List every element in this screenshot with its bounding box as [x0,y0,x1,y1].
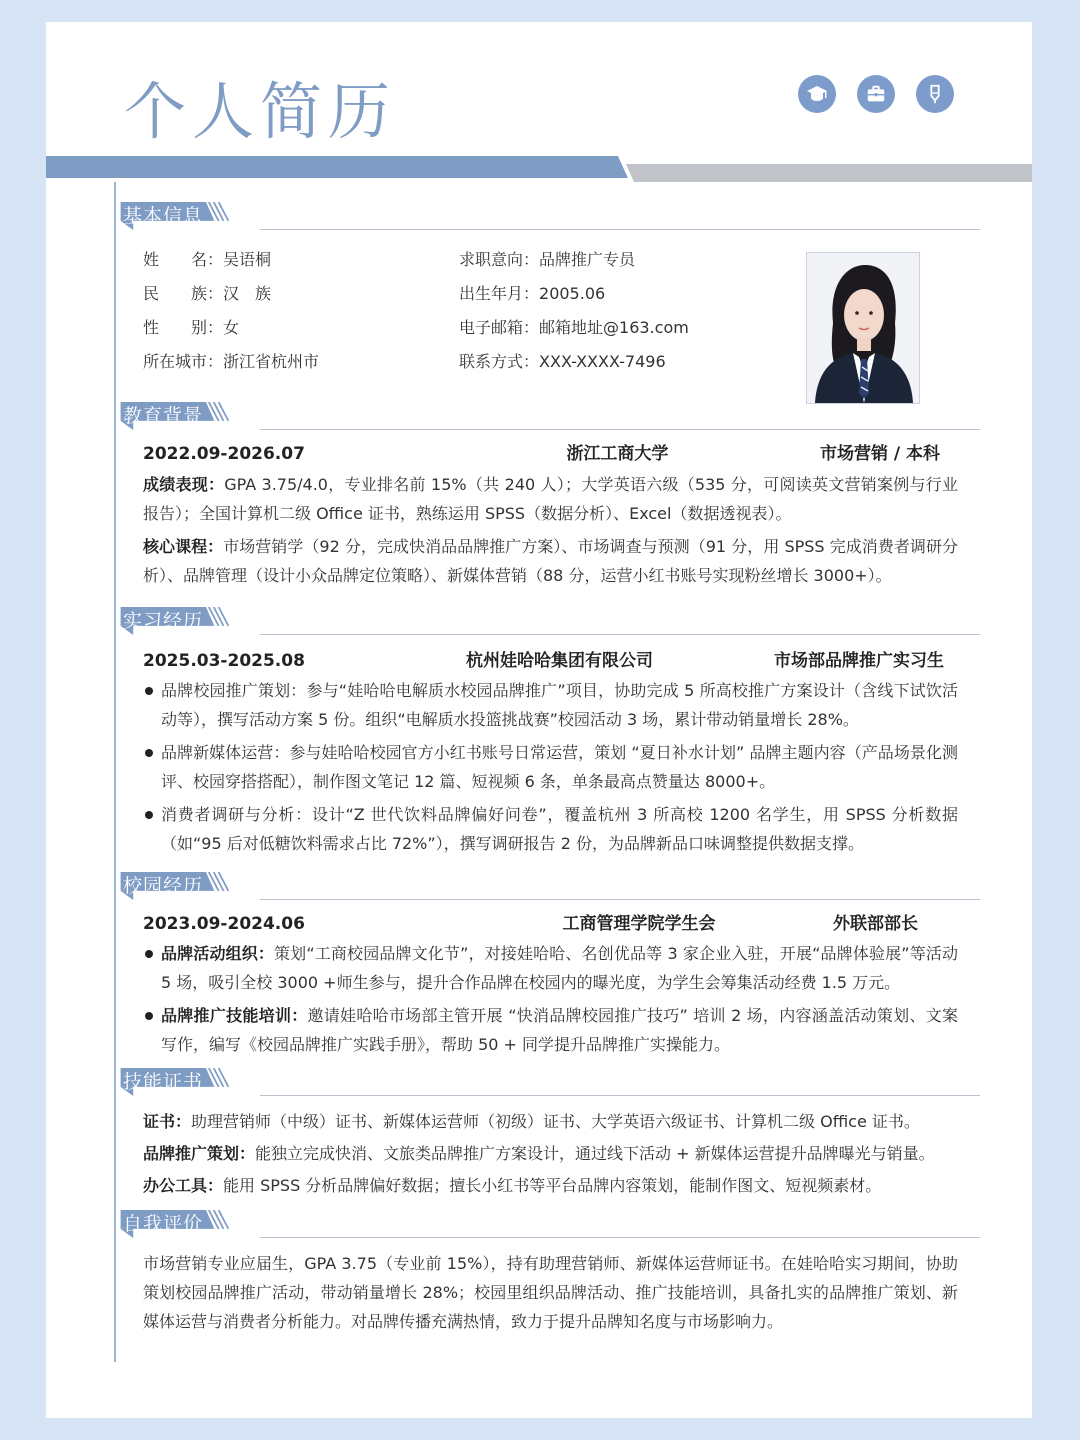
page-title: 个人简历 [124,75,397,148]
section-campus [96,872,980,902]
section-rule [260,899,980,900]
city-field: 所在城市：浙江省杭州市 [143,352,320,371]
internship-bullet: 品牌新媒体运营：参与娃哈哈校园官方小红书账号日常运营，策划 “夏日补水计划” 品牌主题内容（产品场景化测评、校园穿搭搭配），制作图文笔记 12 篇、短视频 6 条，单条最高点赞量达 8000+。 [143,738,958,796]
birth-field: 出生年月：2005.06 [459,284,606,303]
email-field: 电子邮箱：邮箱地址@163.com [459,318,689,337]
self-text: 市场营销专业应届生，GPA 3.75（专业前 15%），持有助理营销师、新媒体运营师证书。在娃哈哈实习期间，协助策划校园品牌推广活动，带动销量增长 28%；校园里组织品牌活动、推广技能培训，具备扎实的品牌推广策划、新媒体运营与消费者分析能力。对品牌传播充满热情，致力于提升品牌知名度与市场影响力。 [143,1254,958,1331]
section-title: 校园经历 [123,875,204,897]
header-band [46,156,1032,182]
briefcase-icon [857,75,895,113]
section-title: 基本信息 [123,205,204,227]
campus-header-row [143,910,958,939]
section-self [96,1210,980,1240]
section-title: 自我评价 [123,1213,204,1235]
section-rule [260,634,980,635]
header-icons [798,75,954,113]
skills-plan: 品牌推广策划：能独立完成快消、文旅类品牌推广方案设计，通过线下活动 + 新媒体运营提升品牌曝光与销量。 [143,1144,935,1163]
internship-body [143,647,958,858]
internship-header-row [143,647,958,676]
campus-date: 2023.09-2024.06 [143,914,305,934]
gender-field: 性 别：女 [143,318,240,337]
internship-role: 市场部品牌推广实习生 [773,651,944,671]
profile-photo [806,252,920,404]
campus-bullet: 品牌活动组织：策划“工商校园品牌文化节”，对接娃哈哈、名创优品等 3 家企业入驻，开展“品牌体验展”等活动 5 场，吸引全校 3000 +师生参与，提升合作品牌在校园内的曝光度，为学生会筹集活动经费 1.5 万元。 [143,939,958,997]
section-skills [96,1068,980,1098]
campus-role: 外联部部长 [832,914,918,934]
skills-body [143,1106,958,1202]
education-grades: 成绩表现：GPA 3.75/4.0，专业排名前 15%（共 240 人）；大学英语六级（535 分，可阅读英文营销案例与行业报告）；全国计算机二级 Office 证书，熟练运用 SPSS（数据分析）、Excel（数据透视表）。 [143,475,958,523]
education-date: 2022.09-2026.07 [143,444,305,464]
internship-bullet: 消费者调研与分析：设计“Z 世代饮料品牌偏好问卷”，覆盖杭州 3 所高校 1200 名学生，用 SPSS 分析数据（如“95 后对低糖饮料需求占比 72%”），撰写调研报告 2 份，为品牌新品口味调整提供数据支撑。 [143,800,958,858]
section-title: 教育背景 [123,405,204,427]
self-body [143,1249,958,1336]
education-body [143,440,958,590]
internship-company: 杭州娃哈哈集团有限公司 [465,651,653,671]
internship-bullet: 品牌校园推广策划：参与“娃哈哈电解质水校园品牌推广”项目，协助完成 5 所高校推广方案设计（含线下试饮活动等），撰写活动方案 5 份。组织“电解质水投篮挑战赛”校园活动 3 场，累计带动销量增长 28%。 [143,676,958,734]
education-courses: 核心课程：市场营销学（92 分，完成快消品品牌推广方案）、市场调查与预测（91 分，用 SPSS 完成消费者调研分析）、品牌管理（设计小众品牌定位策略）、新媒体营销（88 分，运营小红书账号实现粉丝增长 3000+）。 [143,537,958,585]
name-field: 姓 名：吴语桐 [143,250,272,269]
phone-field: 联系方式：XXX-XXXX-7496 [459,352,666,371]
section-rule [260,1237,980,1238]
section-rule [260,229,980,230]
education-school: 浙江工商大学 [566,444,669,464]
resume-paper [46,22,1032,1418]
timeline-line [114,182,116,1362]
ethnicity-field: 民 族：汉 族 [143,284,272,303]
section-basic [96,202,980,232]
section-rule [260,1095,980,1096]
campus-org: 工商管理学院学生会 [562,914,716,934]
skills-tools: 办公工具：能用 SPSS 分析品牌偏好数据；擅长小红书等平台品牌内容策划，能制作图文、短视频素材。 [143,1176,882,1195]
section-education [96,402,980,432]
section-title: 技能证书 [123,1071,204,1093]
intent-field: 求职意向：品牌推广专员 [459,250,636,269]
section-title: 实习经历 [123,610,204,632]
section-rule [260,429,980,430]
education-major: 市场营销 / 本科 [819,444,940,464]
skills-cert: 证书：助理营销师（中级）证书、新媒体运营师（初级）证书、大学英语六级证书、计算机二级 Office 证书。 [143,1112,920,1131]
campus-body [143,910,958,1059]
education-header-row [143,440,958,469]
graduation-cap-icon [798,75,836,113]
internship-date: 2025.03-2025.08 [143,651,305,671]
pen-icon [916,75,954,113]
section-internship [96,607,980,637]
campus-bullet: 品牌推广技能培训：邀请娃哈哈市场部主管开展 “快消品牌校园推广技巧” 培训 2 场，内容涵盖活动策划、文案写作，编写《校园品牌推广实践手册》，帮助 50 + 同学提升品牌推广实操能力。 [143,1001,958,1059]
